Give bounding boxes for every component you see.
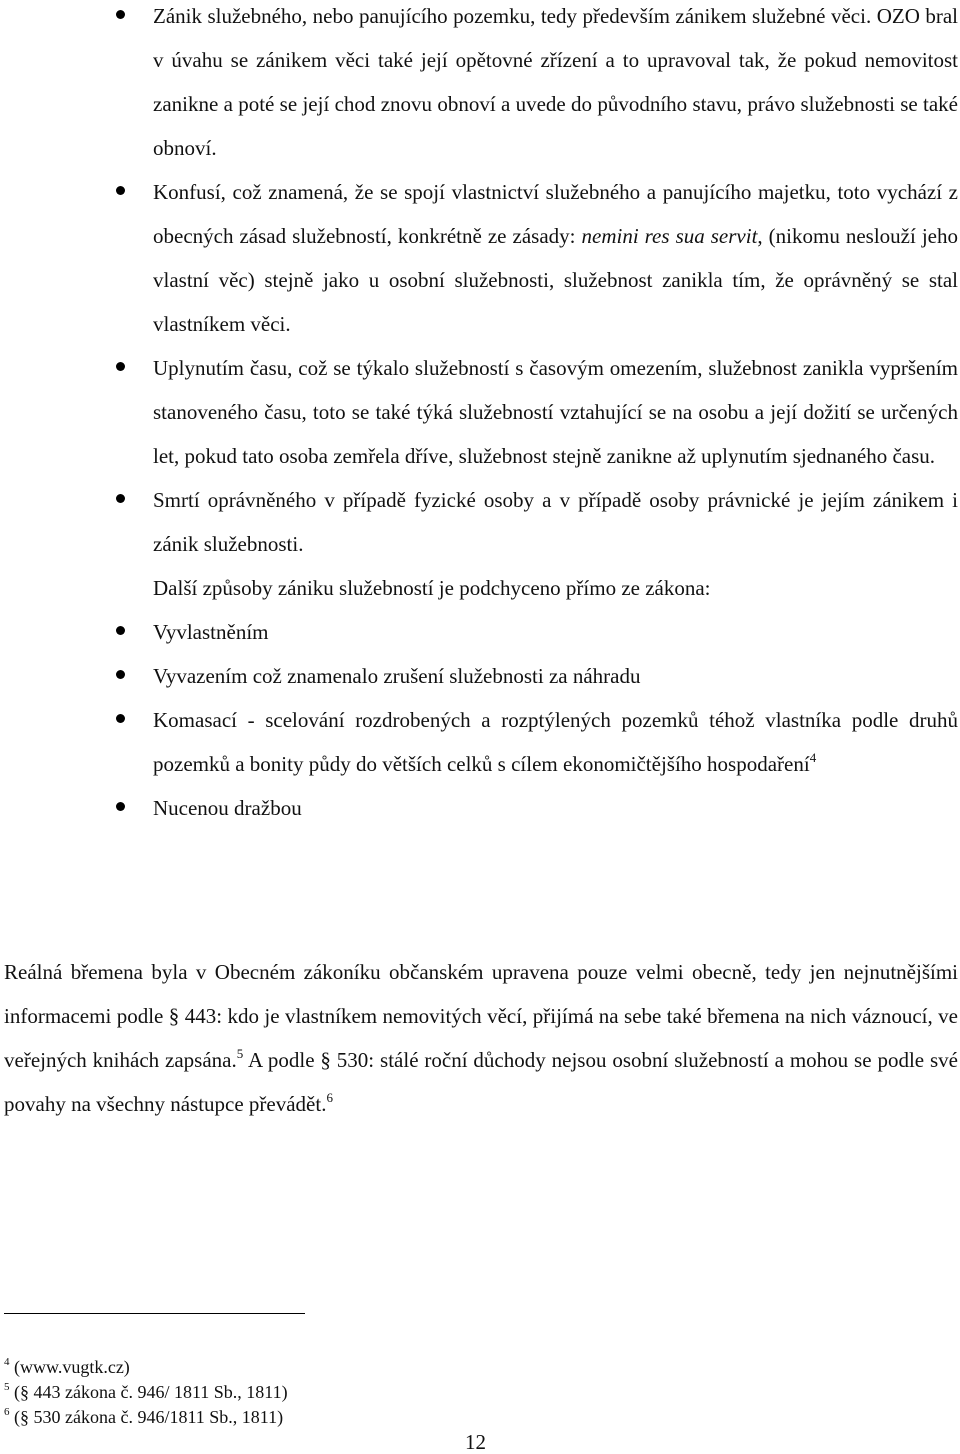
list-item-text: , (nikomu neslouží jeho vlastní věc) stejně jako u osobní služebnosti, služebnost zanikla tím, že oprávněný se stal vlastníkem věci. [153,224,958,336]
footnote-ref[interactable]: 4 [809,750,817,765]
list-item-text: Konfusí, což znamená, že se spojí vlastnictví služebného a panujícího majetku, toto vychází z obecných zásad služebností, konkrétně ze zásady: [153,180,958,248]
list-item [0,0,960,170]
footnote [4,1405,288,1430]
paragraph-text: Reálná břemena byla v Obecném zákoníku občanském upravena pouze velmi obecně, tedy jen nejnutnějšími informacemi podle § 443: kdo je vlastníkem nemovitých věcí, přijímá na sebe také břemena na nich váznoucí, ve veřejných knihách zapsána. [4,960,958,1072]
footnote [4,1380,288,1405]
list-item [0,698,960,786]
list-item-text: Uplynutím času, což se týkalo služebností s časovým omezením, služebnost zanikla vypršením stanoveného času, toto se také týká služebností vztahující se na osobu a její dožití se určených let, pokud tato osoba zemřela dříve, služebnost stejně zanikne až uplynutím sjednaného času. [153,356,958,468]
footnote-number: 6 [4,1406,10,1418]
list-item-text: Zánik služebného, nebo panujícího pozemku, tedy především zánikem služebné věci. OZO bral v úvahu se zánikem věci také její opětovné zřízení a to upravoval tak, že pokud nemovitost zanikne a poté se její chod znovu obnoví a uvede do původního stavu, právo služebnosti se také obnoví. [153,4,958,160]
page-number: 12 [465,1430,486,1454]
list-item [0,478,960,566]
list-item [0,786,960,830]
bullet-icon [116,802,125,811]
footnotes [4,1355,288,1430]
footnote-separator [4,1313,305,1314]
list-item-text: Vyvlastněním [153,620,269,644]
bullet-icon [116,626,125,635]
bullet-icon [116,670,125,679]
intro-line [0,566,960,610]
intro-line-text: Další způsoby zániku služebností je podchyceno přímo ze zákona: [153,576,711,600]
list-item [0,610,960,654]
list-item [0,654,960,698]
footnote-text: (www.vugtk.cz) [9,1357,130,1377]
footnote-number: 5 [4,1381,10,1393]
footnote-ref[interactable]: 5 [236,1046,244,1061]
footnote-text: (§ 443 zákona č. 946/ 1811 Sb., 1811) [9,1382,288,1402]
list-item [0,170,960,346]
body-paragraph [4,950,958,1126]
bullet-icon [116,10,125,19]
bullet-icon [116,714,125,723]
latin-maxim: nemini res sua servit [581,224,758,248]
list-item-text: Nucenou dražbou [153,796,302,820]
paragraph-text: A podle § 530: stálé roční důchody nejsou osobní služebností a mohou se podle své povahy na všechny nástupce převádět. [4,1048,958,1116]
list-item-text: Komasací - scelování rozdrobených a rozptýlených pozemků téhož vlastníka podle druhů pozemků a bonity půdy do větších celků s cílem ekonomičtějšího hospodaření [153,708,958,776]
footnote-ref[interactable]: 6 [326,1090,333,1105]
list-item [0,346,960,478]
bullet-icon [116,362,125,371]
list-item-text: Vyvazením což znamenalo zrušení služebnosti za náhradu [153,664,641,688]
footnote-number: 4 [4,1356,10,1368]
list-item-text: Smrtí oprávněného v případě fyzické osoby a v případě osoby právnické je jejím zánikem i zánik služebnosti. [153,488,958,556]
bullet-icon [116,186,125,195]
footnote [4,1355,288,1380]
footnote-text: (§ 530 zákona č. 946/1811 Sb., 1811) [9,1407,284,1427]
bullet-icon [116,494,125,503]
